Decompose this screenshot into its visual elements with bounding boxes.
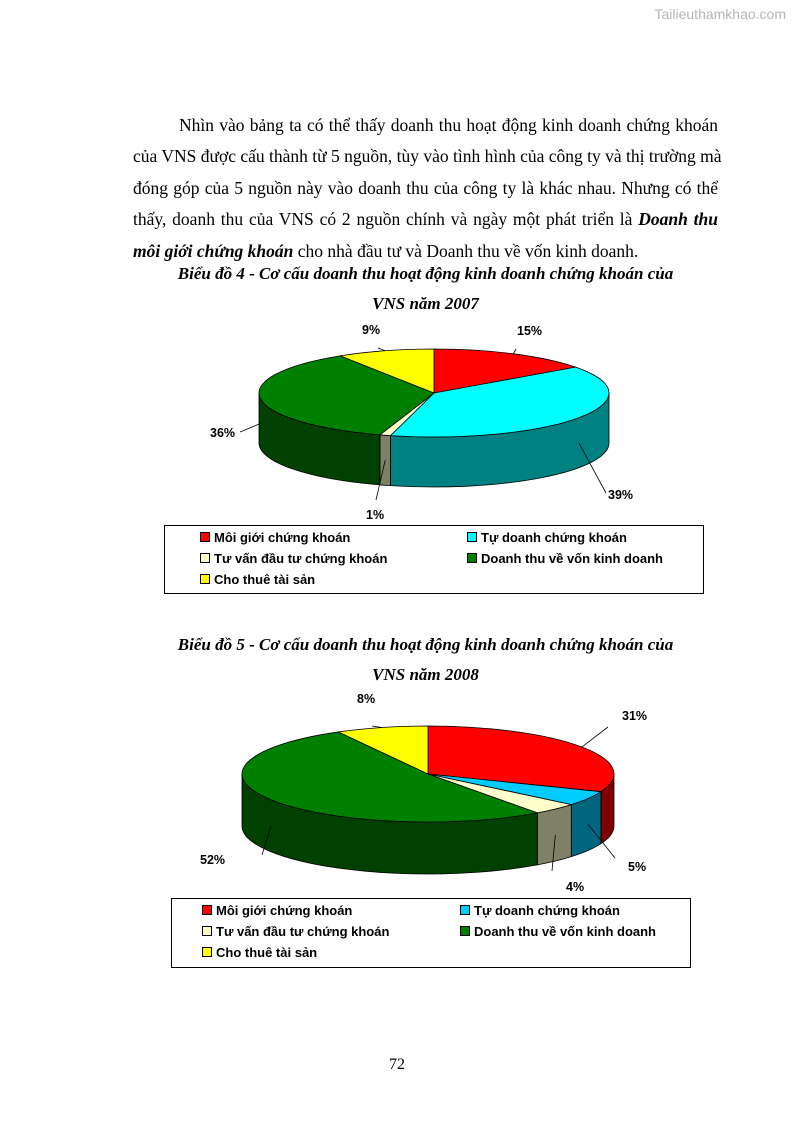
legend-item (467, 530, 627, 545)
legend-label: Cho thuê tài sản (216, 945, 318, 960)
legend-label: Cho thuê tài sản (214, 572, 316, 587)
legend-swatch (200, 532, 210, 542)
paragraph-line: đóng góp của 5 nguồn này vào doanh thu của công ty là khác nhau. Nhưng có thể (133, 177, 718, 198)
legend-swatch (202, 947, 212, 957)
watermark: Tailieuthamkhao.com (654, 6, 786, 22)
paragraph-text: cho nhà đầu tư và Doanh thu về vốn kinh doanh. (297, 240, 639, 261)
legend-swatch (202, 905, 212, 915)
data-label: 31% (622, 709, 648, 723)
data-label: 36% (210, 426, 236, 440)
chart-caption-line2: VNS năm 2007 (372, 294, 479, 313)
data-label: 5% (628, 860, 647, 874)
legend-swatch (202, 926, 212, 936)
data-label: 4% (566, 880, 585, 894)
pie-slice-side (537, 805, 571, 865)
legend-item (202, 924, 389, 939)
legend-swatch (460, 926, 470, 936)
legend-label: Tự doanh chứng khoán (474, 903, 620, 918)
data-label: 15% (517, 324, 543, 338)
legend-label: Tư vấn đầu tư chứng khoán (216, 924, 390, 939)
chart-caption-line1: Biểu đồ 4 - Cơ cấu doanh thu hoạt động kinh doanh chứng khoán của (177, 264, 674, 283)
data-label: 52% (200, 853, 226, 867)
legend-label: Doanh thu về vốn kinh doanh (481, 551, 663, 566)
page-number: 72 (389, 1056, 405, 1073)
leader-line (582, 727, 608, 747)
paragraph-text: thấy, doanh thu của VNS có 2 nguồn chính và ngày một phát triển là (133, 209, 633, 230)
legend-label: Môi giới chứng khoán (216, 903, 353, 918)
paragraph-line: của VNS được cấu thành từ 5 nguồn, tùy vào tình hình của công ty và thị trường mà (133, 146, 722, 167)
legend-label: Môi giới chứng khoán (214, 530, 351, 545)
legend-swatch (467, 532, 477, 542)
legend-item (200, 551, 387, 566)
chart-legend (171, 898, 691, 968)
legend-item (467, 551, 663, 566)
legend-item (202, 945, 317, 960)
legend-label: Tự doanh chứng khoán (481, 530, 627, 545)
data-label: 8% (357, 692, 376, 706)
data-label: 39% (608, 488, 634, 502)
leader-line (372, 726, 382, 728)
legend-item (200, 572, 315, 587)
emphasis-text: Doanh thu (638, 209, 718, 230)
legend-label: Tư vấn đầu tư chứng khoán (214, 551, 388, 566)
emphasis-text: môi giới chứng khoán (133, 240, 294, 261)
legend-swatch (200, 574, 210, 584)
legend-label: Doanh thu về vốn kinh doanh (474, 924, 656, 939)
legend-swatch (460, 905, 470, 915)
data-label: 1% (366, 508, 385, 522)
data-label: 9% (362, 323, 381, 337)
legend-swatch (467, 553, 477, 563)
chart-caption-line1: Biểu đồ 5 - Cơ cấu doanh thu hoạt động kinh doanh chứng khoán của (177, 635, 674, 654)
legend-item (202, 903, 352, 918)
chart-legend (164, 525, 704, 594)
legend-item (460, 903, 620, 918)
legend-swatch (200, 553, 210, 563)
chart-caption-line2: VNS năm 2008 (372, 665, 479, 684)
paragraph-line: Nhìn vào bảng ta có thể thấy doanh thu hoạt động kinh doanh chứng khoán (179, 115, 718, 135)
legend-item (200, 530, 350, 545)
legend-item (460, 924, 656, 939)
